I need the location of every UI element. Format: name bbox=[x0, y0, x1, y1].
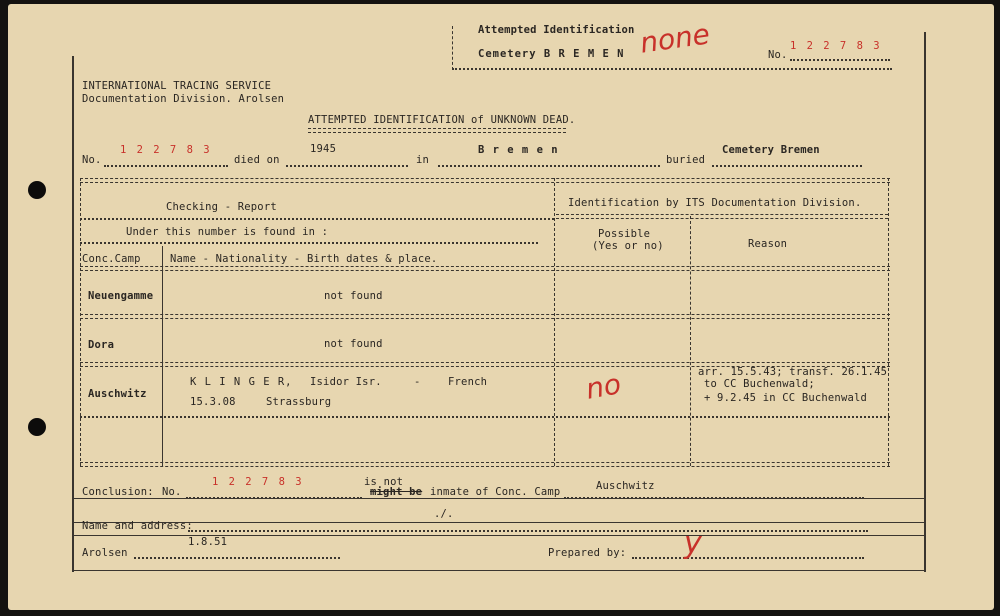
row-1-result: not found bbox=[324, 290, 383, 302]
buried-label: buried bbox=[666, 154, 706, 166]
row-2-camp: Dora bbox=[88, 339, 115, 351]
table-right-edge bbox=[888, 178, 889, 466]
row-3-reason-2: to CC Buchenwald; bbox=[704, 378, 815, 390]
prepared-initials: y bbox=[684, 526, 702, 561]
died-label: died on bbox=[234, 154, 280, 166]
header-box-cemetery: Cemetery B R E M E N bbox=[478, 48, 625, 60]
under-number: Under this number is found in : bbox=[126, 226, 329, 238]
row-3-birth-place: Strassburg bbox=[266, 396, 332, 408]
row-2-result: not found bbox=[324, 338, 383, 350]
prepared-label: Prepared by: bbox=[548, 547, 627, 559]
date-dots bbox=[134, 557, 340, 559]
row-3-nationality: French bbox=[448, 376, 488, 388]
died-dots bbox=[286, 165, 408, 167]
conclusion-no-label: No. bbox=[162, 486, 182, 498]
header-no-dots bbox=[790, 59, 890, 61]
row-sep-1 bbox=[80, 218, 554, 220]
form-title-underline bbox=[308, 128, 566, 133]
camp-divider bbox=[162, 246, 163, 466]
row-sep-2 bbox=[80, 242, 538, 244]
conclusion-mark: ./. bbox=[434, 508, 454, 520]
row-3-given: Isidor Isr. bbox=[310, 376, 382, 388]
row-1-camp: Neuengamme bbox=[88, 290, 154, 302]
index-card bbox=[8, 4, 994, 610]
row-3-possible-handwritten: no bbox=[583, 367, 624, 406]
left-border bbox=[72, 56, 74, 572]
possible-sub: (Yes or no) bbox=[592, 240, 664, 252]
row-3-bottom bbox=[80, 416, 890, 418]
in-label: in bbox=[416, 154, 430, 166]
reason-header: Reason bbox=[748, 238, 788, 250]
row-3-reason-3: + 9.2.45 in CC Buchenwald bbox=[704, 392, 868, 404]
mark-rule bbox=[72, 522, 924, 523]
conclusion-label: Conclusion: bbox=[82, 486, 154, 498]
stamp-handwriting: none bbox=[638, 17, 712, 60]
conclusion-no-value: 1 2 2 7 8 3 bbox=[212, 476, 304, 488]
header-box-left bbox=[452, 26, 453, 70]
org-line-1: INTERNATIONAL TRACING SERVICE bbox=[82, 80, 272, 92]
record-no-value: 1 2 2 7 8 3 bbox=[120, 144, 212, 156]
row-3-dash: - bbox=[414, 376, 421, 388]
conclusion-camp: Auschwitz bbox=[596, 480, 655, 492]
org-line-2: Documentation Division. Arolsen bbox=[82, 93, 285, 105]
prepared-dots bbox=[632, 557, 864, 559]
table-mid-divider bbox=[554, 178, 555, 466]
col-name: Name - Nationality - Birth dates & place. bbox=[170, 253, 438, 265]
place-label: Arolsen bbox=[82, 547, 128, 559]
date-value: 1.8.51 bbox=[188, 536, 228, 548]
conclusion-rule bbox=[72, 498, 924, 499]
card-bottom-rule bbox=[72, 570, 924, 571]
record-no-dots bbox=[104, 165, 228, 167]
table-bottom-border bbox=[80, 462, 890, 467]
reason-divider bbox=[690, 216, 691, 466]
possible-header: Possible bbox=[598, 228, 651, 240]
row-3-name: K L I N G E R, bbox=[190, 376, 293, 388]
place-dots bbox=[438, 165, 660, 167]
died-value: 1945 bbox=[310, 143, 337, 155]
checking-header: Checking - Report bbox=[166, 201, 277, 213]
conclusion-struck-word: might be bbox=[370, 486, 423, 498]
identification-header: Identification by ITS Documentation Division. bbox=[568, 197, 862, 209]
punch-hole-bottom bbox=[28, 418, 46, 436]
buried-value: Cemetery Bremen bbox=[722, 144, 820, 156]
name-address-label: Name and address: bbox=[82, 520, 193, 532]
header-no-value: 1 2 2 7 8 3 bbox=[790, 40, 882, 52]
header-box-bottom bbox=[452, 68, 892, 70]
header-bottom-border bbox=[80, 266, 890, 271]
buried-dots bbox=[712, 165, 862, 167]
record-no-label: No. bbox=[82, 154, 102, 166]
form-title: ATTEMPTED IDENTIFICATION of UNKNOWN DEAD. bbox=[308, 114, 576, 126]
place-value: B r e m e n bbox=[478, 144, 559, 156]
right-border bbox=[924, 32, 926, 572]
row-3-reason-1: arr. 15.5.43; transf. 26.1.45 bbox=[698, 366, 888, 378]
name-address-dots bbox=[188, 530, 868, 532]
row-3-birth-date: 15.3.08 bbox=[190, 396, 236, 408]
header-no-label: No. bbox=[768, 49, 788, 61]
punch-hole-top bbox=[28, 181, 46, 199]
row-3-camp: Auschwitz bbox=[88, 388, 147, 400]
ident-header-underline bbox=[556, 214, 888, 219]
col-camp: Conc.Camp bbox=[82, 253, 141, 265]
table-top-border bbox=[80, 178, 890, 183]
table-left-edge bbox=[80, 178, 81, 466]
row-1-bottom bbox=[80, 314, 890, 319]
conclusion-is-not: is not bbox=[364, 476, 404, 488]
conclusion-rest: inmate of Conc. Camp bbox=[430, 486, 561, 498]
header-box-title: Attempted Identification bbox=[478, 24, 635, 36]
